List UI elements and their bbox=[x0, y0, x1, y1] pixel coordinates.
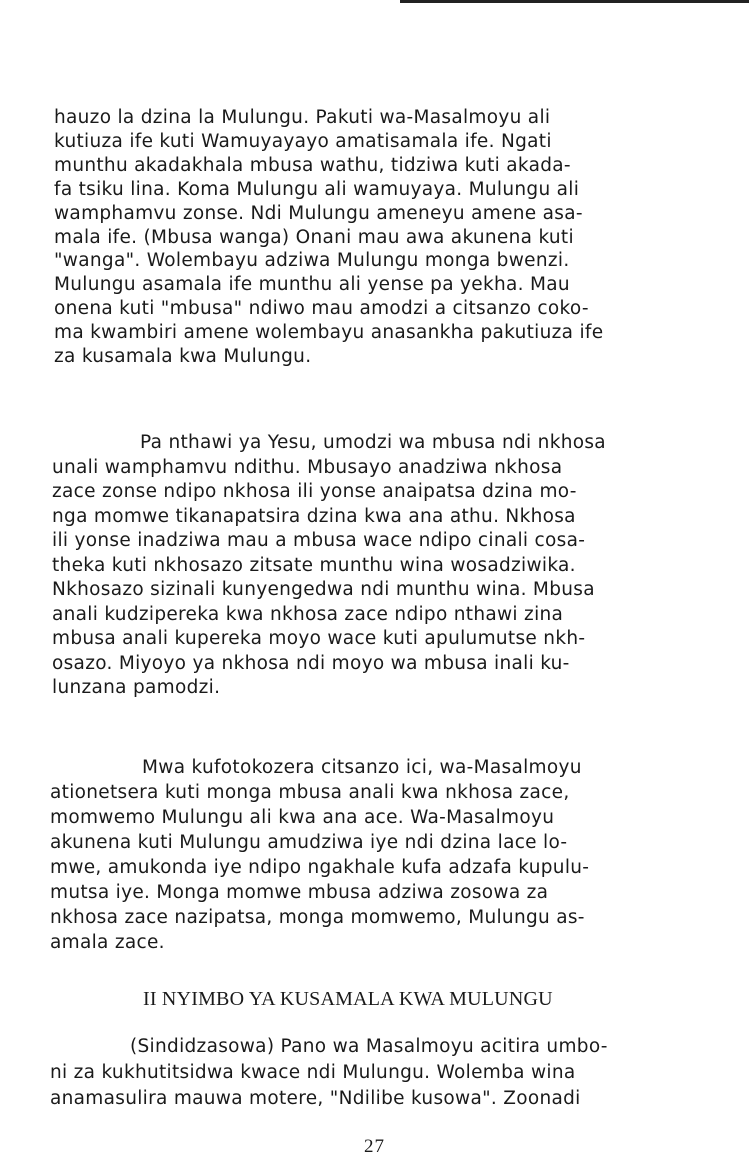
paragraph-4-line: ni za kukhutitsidwa kwace ndi Mulungu. Wolemba wina bbox=[50, 1062, 576, 1083]
paragraph-2-line: mbusa anali kupereka moyo wace kuti apulumutse nkh- bbox=[52, 628, 586, 649]
paragraph-2-line: ili yonse inadziwa mau a mbusa wace ndipo cinali cosa- bbox=[52, 530, 586, 551]
paragraph-1-line: onena kuti "mbusa" ndiwo mau amodzi a citsanzo coko- bbox=[54, 298, 589, 320]
paragraph-1-line: munthu akadakhala mbusa wathu, tidziwa kuti akada- bbox=[54, 154, 571, 176]
paragraph-3-line: akunena kuti Mulungu amudziwa iye ndi dzina lace lo- bbox=[50, 832, 568, 853]
paragraph-3-line: Mwa kufotokozera citsanzo ici, wa-Masalmoyu bbox=[142, 757, 582, 778]
paragraph-1-line: wamphamvu zonse. Ndi Mulungu ameneyu amene asa- bbox=[54, 202, 583, 224]
paragraph-2-line: theka kuti nkhosazo zitsate munthu wina wosadziwika. bbox=[52, 554, 576, 576]
top-rule bbox=[400, 0, 749, 3]
paragraph-3-line: mutsa iye. Monga momwe mbusa adziwa zosowa za bbox=[50, 882, 549, 903]
paragraph-4-line: anamasulira mauwa motere, "Ndilibe kusowa". Zoonadi bbox=[50, 1088, 581, 1109]
paragraph-3-line: amala zace. bbox=[50, 932, 165, 953]
paragraph-2-line: osazo. Miyoyo ya nkhosa ndi moyo wa mbusa inali ku- bbox=[52, 652, 570, 674]
paragraph-3-line: nkhosa zace nazipatsa, monga momwemo, Mulungu as- bbox=[50, 907, 585, 928]
paragraph-2-line: nga momwe tikanapatsira dzina kwa ana athu. Nkhosa bbox=[52, 505, 576, 527]
paragraph-1-line: mala ife. (Mbusa wanga) Onani mau awa akunena kuti bbox=[54, 226, 574, 248]
paragraph-1-line: hauzo la dzina la Mulungu. Pakuti wa-Masalmoyu ali bbox=[54, 107, 551, 128]
paragraph-1-line: fa tsiku lina. Koma Mulungu ali wamuyaya. Mulungu ali bbox=[54, 178, 580, 200]
paragraph-2-line: unali wamphamvu ndithu. Mbusayo anadziwa nkhosa bbox=[52, 456, 563, 478]
paragraph-1-line: kutiuza ife kuti Wamuyayayo amatisamala ife. Ngati bbox=[54, 130, 552, 152]
paragraph-2-line: zace zonse ndipo nkhosa ili yonse anaipatsa dzina mo- bbox=[52, 481, 577, 502]
paragraph-2-line: Pa nthawi ya Yesu, umodzi wa mbusa ndi nkhosa bbox=[140, 432, 606, 453]
paragraph-1-line: za kusamala kwa Mulungu. bbox=[54, 346, 312, 367]
paragraph-2-line: anali kudzipereka kwa nkhosa zace ndipo nthawi zina bbox=[52, 603, 564, 625]
paragraph-3-line: mwe, amukonda iye ndipo ngakhale kufa adzafa kupulu- bbox=[50, 857, 590, 878]
paragraph-3-line: ationetsera kuti monga mbusa anali kwa nkhosa zace, bbox=[50, 782, 570, 803]
paragraph-1-line: "wanga". Wolembayu adziwa Mulungu monga bwenzi. bbox=[54, 250, 570, 272]
paragraph-1-line: ma kwambiri amene wolembayu anasankha pakutiuza ife bbox=[54, 322, 604, 344]
page-number: 27 bbox=[364, 1136, 385, 1157]
paragraph-4-line: (Sindidzasowa) Pano wa Masalmoyu acitira umbo- bbox=[130, 1036, 608, 1057]
paragraph-2-line: lunzana pamodzi. bbox=[52, 677, 221, 698]
section-heading: II NYIMBO YA KUSAMALA KWA MULUNGU bbox=[143, 988, 553, 1010]
paragraph-1-line: Mulungu asamala ife munthu ali yense pa yekha. Mau bbox=[54, 274, 570, 296]
paragraph-2-line: Nkhosazo sizinali kunyengedwa ndi munthu wina. Mbusa bbox=[52, 579, 595, 600]
paragraph-3-line: momwemo Mulungu ali kwa ana ace. Wa-Masalmoyu bbox=[50, 807, 555, 828]
